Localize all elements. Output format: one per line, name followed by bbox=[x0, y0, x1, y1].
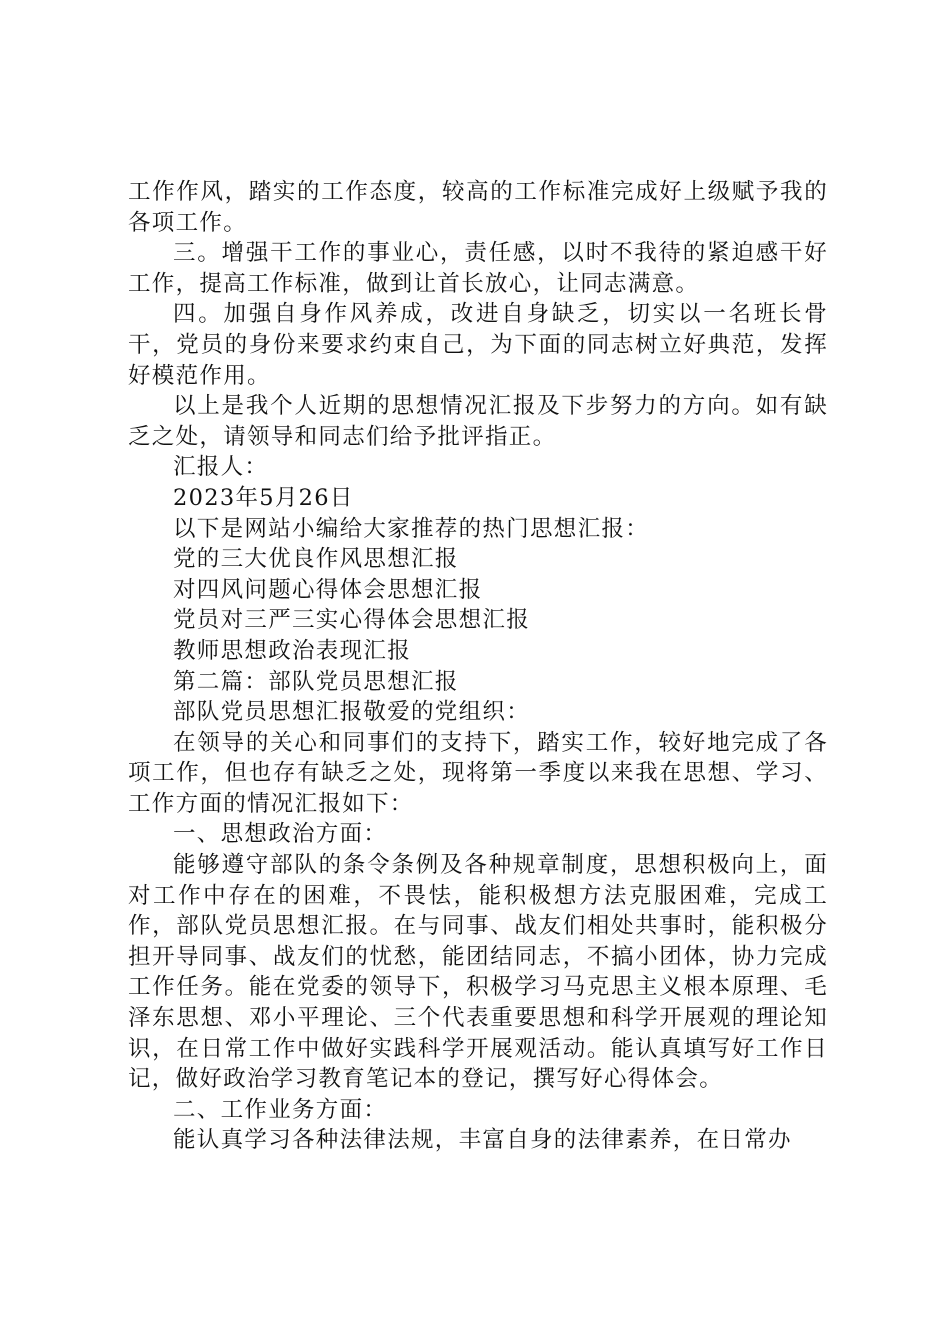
subsection-heading: 一、思想政治方面： bbox=[173, 821, 388, 848]
recommended-link-3: 党员对三严三实心得体会思想汇报 bbox=[173, 607, 531, 634]
paragraph: 能够遵守部队的条令条例及各种规章制度，思想积极向上，面对工作中存在的困难，不畏怯，能积极想方法克服困难，完成工作，部队党员思想汇报。在与同事、战友们相处共事时，能积极分担开导同事、战友们的忧愁，能团结同志，不搞小团体，协力完成工作任务。能在党委的领导下，积极学习马克思主义根本原理、毛泽东思想、邓小平理论、三个代表重要思想和科学开展观的理论知识，在日常工作中做好实践科学开展观活动。能认真填写好工作日记，做好政治学习教育笔记本的登记，撰写好心得体会。 bbox=[128, 852, 828, 1093]
paragraph: 工作作风，踏实的工作态度，较高的工作标准完成好上级赋予我的各项工作。 bbox=[128, 179, 828, 236]
salutation: 部队党员思想汇报敬爱的党组织： bbox=[173, 699, 531, 726]
paragraph: 在领导的关心和同事们的支持下，踏实工作，较好地完成了各项工作，但也存有缺乏之处，现将第一季度以来我在思想、学习、工作方面的情况汇报如下： bbox=[128, 729, 828, 817]
paragraph: 能认真学习各种法律法规，丰富自身的法律素养，在日常办 bbox=[173, 1127, 792, 1154]
paragraph: 三。增强干工作的事业心，责任感，以时不我待的紧迫感干好工作，提高工作标准，做到让首长放心，让同志满意。 bbox=[128, 240, 828, 297]
subsection-heading: 二、工作业务方面： bbox=[173, 1096, 388, 1123]
recommended-link-2: 对四风问题心得体会思想汇报 bbox=[173, 576, 483, 603]
recommended-link-4: 教师思想政治表现汇报 bbox=[173, 637, 412, 664]
document-body bbox=[128, 177, 828, 1156]
recommendation-intro: 以下是网站小编给大家推荐的热门思想汇报： bbox=[173, 515, 650, 542]
report-date: 2023年5月26日 bbox=[173, 484, 354, 511]
reporter-label: 汇报人： bbox=[173, 454, 269, 481]
section-title: 第二篇：部队党员思想汇报 bbox=[173, 668, 459, 695]
paragraph: 以上是我个人近期的思想情况汇报及下步努力的方向。如有缺乏之处，请领导和同志们给予批评指正。 bbox=[128, 393, 828, 450]
recommended-link-1: 党的三大优良作风思想汇报 bbox=[173, 546, 459, 573]
paragraph: 四。加强自身作风养成，改进自身缺乏，切实以一名班长骨干，党员的身份来要求约束自己，为下面的同志树立好典范，发挥好模范作用。 bbox=[128, 301, 828, 389]
